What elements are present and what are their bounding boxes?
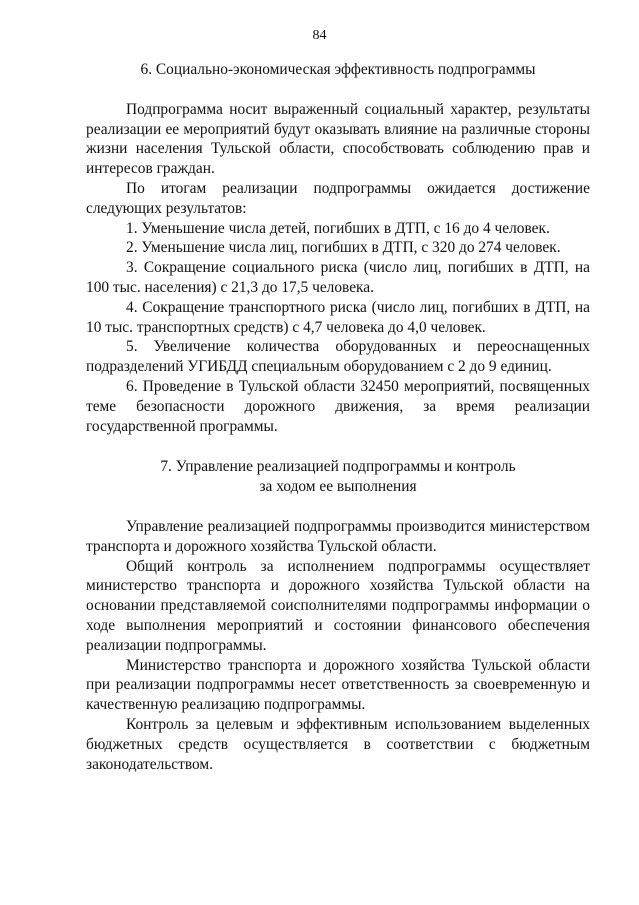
section-7-heading-line-1: 7. Управление реализацией подпрограммы и контроль <box>160 458 516 476</box>
section-6-paragraph-2: По итогам реализации подпрограммы ожидается достижение следующих результатов: <box>86 179 590 217</box>
page-content <box>86 60 590 774</box>
section-7-heading <box>86 457 590 497</box>
page-number: 84 <box>312 28 327 43</box>
section-7-paragraph-1: Управление реализацией подпрограммы производится министерством транспорта и дорожного хозяйства Тульской области. <box>86 517 590 555</box>
section-7-paragraph-2: Общий контроль за исполнением подпрограммы осуществляет министерство транспорта и дорожного хозяйства Тульской области на основании представляемой соисполнителями подпрограммы информации о ходе выполнения мероприятий и состоянии финансового обеспечения реализации подпрограммы. <box>86 557 590 654</box>
section-7-heading-line-2: за ходом ее выполнения <box>259 478 417 496</box>
section-7-paragraph-4: Контроль за целевым и эффективным использованием выделенных бюджетных средств осуществляется в соответствии с бюджетным законодательством. <box>86 715 590 773</box>
result-item-3: 3. Сокращение социального риска (число лиц, погибших в ДТП, на 100 тыс. населения) с 21,3 до 17,5 человека. <box>86 259 590 296</box>
result-item-2: 2. Уменьшение числа лиц, погибших в ДТП, с 320 до 274 человек. <box>126 239 561 257</box>
section-6-heading: 6. Социально-экономическая эффективность подпрограммы <box>140 61 536 78</box>
result-item-4: 4. Сокращение транспортного риска (число лиц, погибших в ДТП, на 10 тыс. транспортных средств) с 4,7 человека до 4,0 человек. <box>86 298 590 336</box>
result-item-5: 5. Увеличение количества оборудованных и переоснащенных подразделений УГИБДД специальным оборудованием с 2 до 9 единиц. <box>86 338 590 376</box>
result-item-1: 1. Уменьшение числа детей, погибших в ДТП, с 16 до 4 человек. <box>126 219 550 237</box>
result-item-6: 6. Проведение в Тульской области 32450 мероприятий, посвященных теме безопасности дорожного движения, за время реализации государственной программы. <box>86 377 590 435</box>
section-7-paragraph-3: Министерство транспорта и дорожного хозяйства Тульской области при реализации подпрограммы несет ответственность за своевременную и качественную реализацию подпрограммы. <box>86 656 590 714</box>
section-6-paragraph-1: Подпрограмма носит выраженный социальный характер, результаты реализации ее мероприятий будут оказывать влияние на различные стороны жизни населения Тульской области, способствовать соблюдению прав и интересов граждан. <box>86 100 590 178</box>
